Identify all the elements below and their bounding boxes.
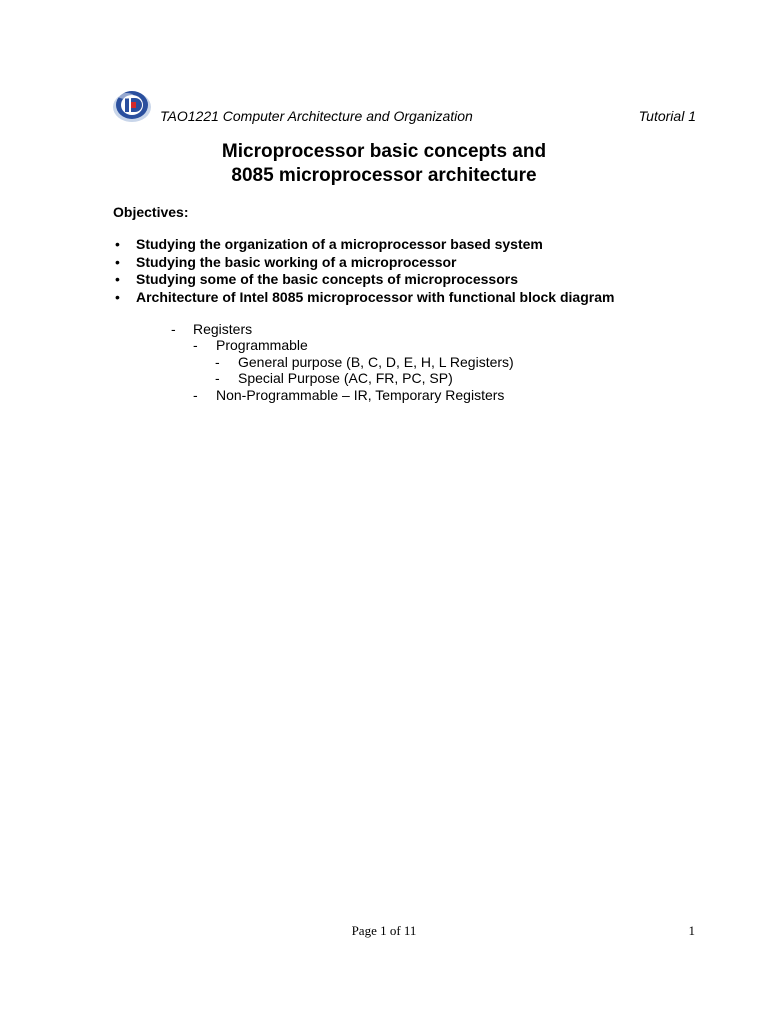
- objectives-heading: Objectives:: [113, 204, 189, 220]
- title-line-2: 8085 microprocessor architecture: [231, 165, 537, 186]
- bullet-icon: •: [115, 253, 120, 270]
- page-footer-label: Page 1 of 11: [351, 923, 417, 938]
- outline-text: Non-Programmable – IR, Temporary Registers: [216, 387, 505, 403]
- list-item: [113, 236, 614, 254]
- university-logo-icon: [111, 86, 153, 124]
- outline-text: Special Purpose (AC, FR, PC, SP): [238, 370, 453, 386]
- outline-text: Programmable: [216, 337, 308, 353]
- page-number: 1: [688, 923, 695, 938]
- dash-marker: -: [171, 321, 176, 337]
- dash-marker: -: [215, 354, 220, 370]
- document-title: [0, 140, 768, 188]
- objectives-list: [113, 236, 614, 306]
- dash-marker: -: [193, 337, 198, 353]
- tutorial-label: Tutorial 1: [638, 108, 696, 124]
- objective-text: Architecture of Intel 8085 microprocessor with functional block diagram: [136, 288, 615, 305]
- objective-text: Studying some of the basic concepts of microprocessors: [136, 271, 518, 287]
- list-item: [113, 254, 614, 272]
- list-item: [113, 289, 614, 307]
- title-line-1: Microprocessor basic concepts and: [221, 141, 547, 162]
- course-title: TAO1221 Computer Architecture and Organization: [160, 108, 473, 124]
- dash-marker: -: [193, 387, 198, 403]
- objective-text: Studying the organization of a microprocessor based system: [136, 236, 543, 252]
- dash-marker: -: [215, 370, 220, 386]
- bullet-icon: •: [115, 236, 120, 252]
- outline-text: Registers: [193, 321, 253, 337]
- bullet-icon: •: [115, 271, 120, 287]
- objective-text: Studying the basic working of a microprocessor: [136, 253, 457, 270]
- list-item: [113, 271, 614, 289]
- bullet-icon: •: [115, 288, 120, 305]
- outline-text: General purpose (B, C, D, E, H, L Registers): [238, 354, 514, 370]
